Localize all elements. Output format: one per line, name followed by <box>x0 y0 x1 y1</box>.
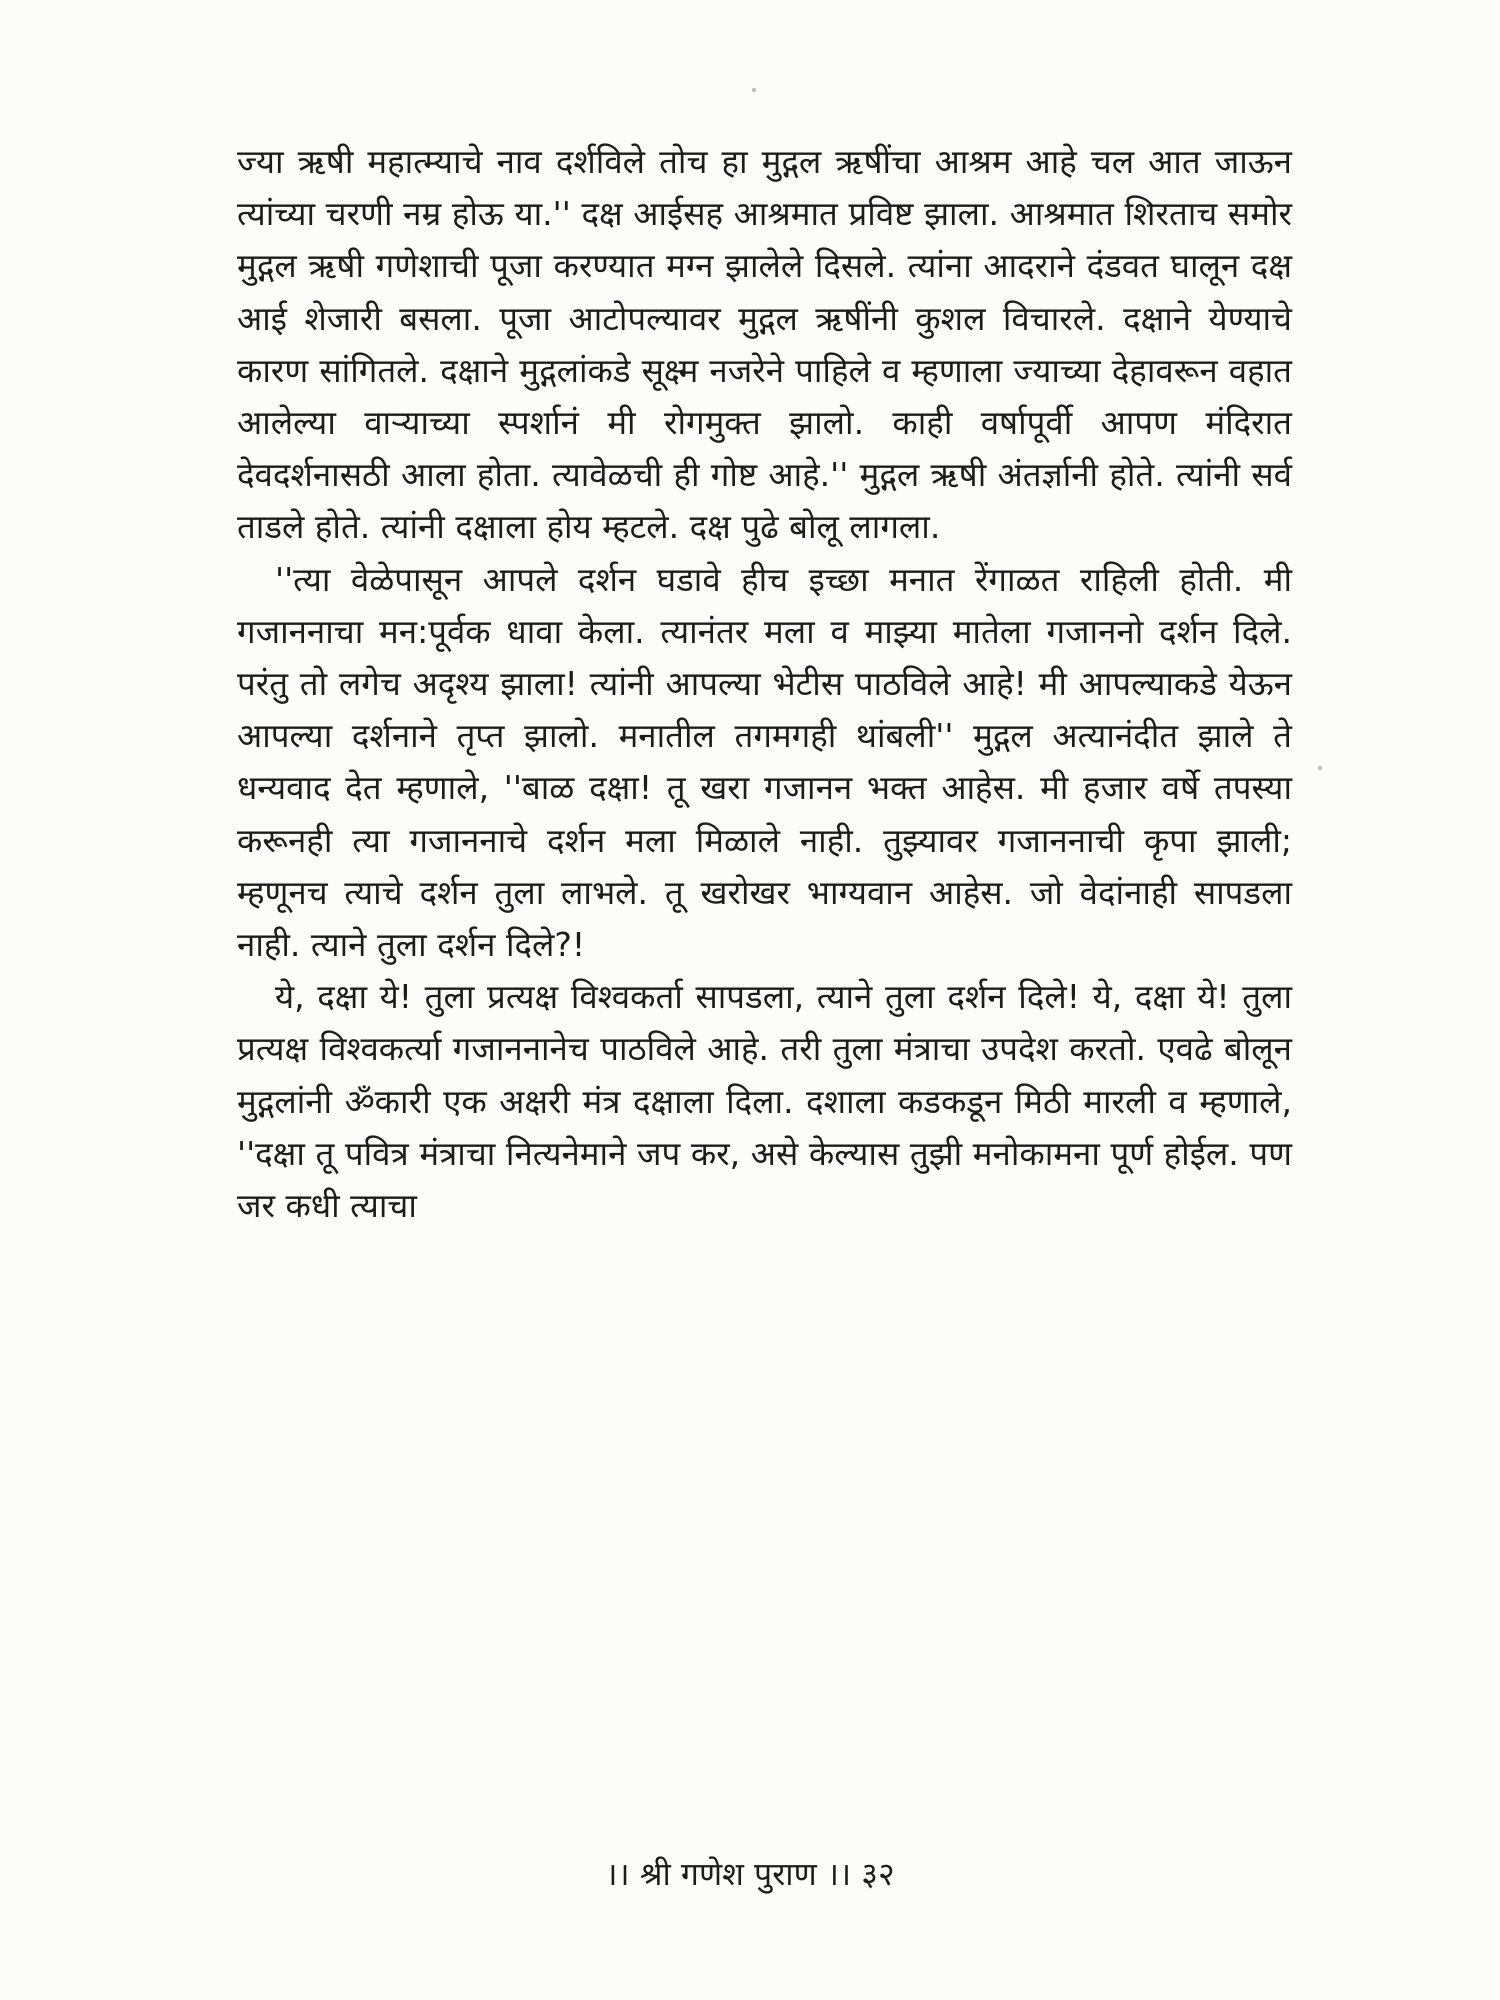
paragraph-3: ये, दक्षा ये! तुला प्रत्यक्ष विश्वकर्ता सापडला, त्याने तुला दर्शन दिले! ये, दक्षा ये! तुला प्रत्यक्ष विश्वकर्त्या गजाननानेच पाठविले आहे. तरी तुला मंत्राचा उपदेश करतो. एवढे बोलून मुद्गलांनी ॐकारी एक अक्षरी मंत्र दक्षाला दिला. दशाला कडकडून मिठी मारली व म्हणाले, ''दक्षा तू पवित्र मंत्राचा नित्यनेमाने जप कर, असे केल्यास तुझी मनोकामना पूर्ण होईल. पण जर कधी त्याचा <box>237 977 1292 1226</box>
paragraph-1: ज्या ऋषी महात्म्याचे नाव दर्शविले तोच हा मुद्गल ऋषींचा आश्रम आहे चल आत जाऊन त्यांच्या चरणी नम्र होऊ या.'' दक्ष आईसह आश्रमात प्रविष्ट झाला. आश्रमात शिरताच समोर मुद्गल ऋषी गणेशाची पूजा करण्यात मग्न झालेले दिसले. त्यांना आदराने दंडवत घालून दक्ष आई शेजारी बसला. पूजा आटोपल्यावर मुद्गल ऋषींनी कुशल विचारले. दक्षाने येण्याचे कारण सांगितले. दक्षाने मुद्गलांकडे सूक्ष्म नजरेने पाहिले व म्हणाला ज्याच्या देहावरून वहात आलेल्या वाऱ्याच्या स्पर्शानं मी रोगमुक्त झालो. काही वर्षापूर्वी आपण मंदिरात देवदर्शनासठी आला होता. त्यावेळची ही गोष्ट आहे.'' मुद्गल ऋषी अंतर्ज्ञानी होते. त्यांनी सर्व ताडले होते. त्यांनी दक्षाला होय म्हटले. दक्ष पुढे बोलू लागला. <box>237 142 1292 547</box>
paper-speck <box>1318 766 1322 770</box>
paragraph-2: ''त्या वेळेपासून आपले दर्शन घडावे हीच इच्छा मनात रेंगाळत राहिली होती. मी गजाननाचा मन:पूर्वक धावा केला. त्यानंतर मला व माझ्या मातेला गजाननो दर्शन दिले. परंतु तो लगेच अदृश्य झाला! त्यांनी आपल्या भेटीस पाठविले आहे! मी आपल्याकडे येऊन आपल्या दर्शनाने तृप्त झालो. मनातील तगमगही थांबली'' मुद्गल अत्यानंदीत झाले ते धन्यवाद देत म्हणाले, ''बाळ दक्षा! तू खरा गजानन भक्त आहेस. मी हजार वर्षे तपस्या करूनही त्या गजाननाचे दर्शन मला मिळाले नाही. तुझ्यावर गजाननाची कृपा झाली; म्हणूनच त्याचे दर्शन तुला लाभले. तू खरोखर भाग्यवान आहेस. जो वेदांनाही सापडला नाही. त्याने तुला दर्शन दिले?! <box>237 559 1292 965</box>
paper-speck <box>752 88 756 92</box>
page-footer: ।। श्री गणेश पुराण ।। ३२ <box>605 1855 895 1893</box>
page-body-text <box>237 136 1292 1232</box>
